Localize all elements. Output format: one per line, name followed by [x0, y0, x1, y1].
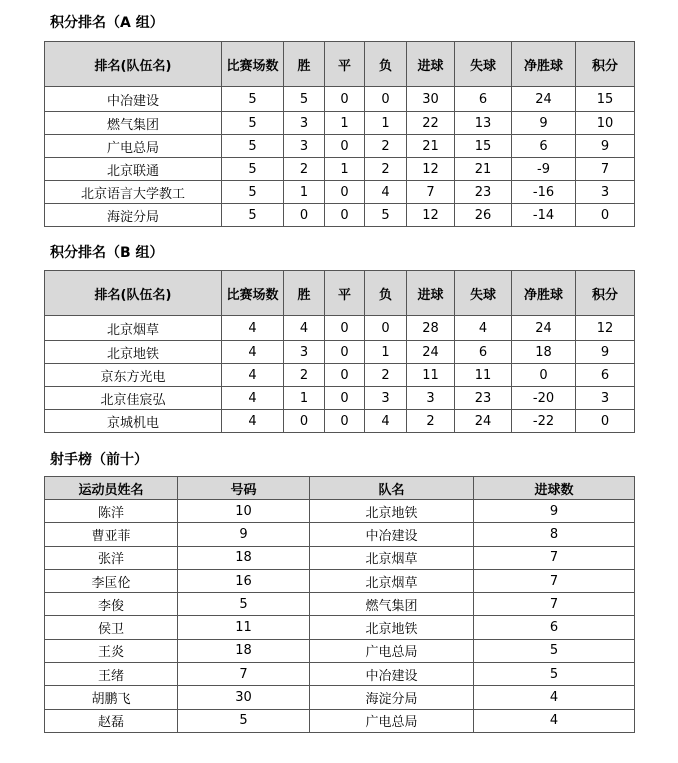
player-name-cell: 赵磊	[45, 709, 178, 732]
header-cell: 胜	[284, 271, 325, 316]
team-name-cell: 北京烟草	[45, 316, 222, 341]
table-cell: 4	[222, 387, 284, 410]
table-cell: 16	[178, 569, 310, 592]
table-cell: 燃气集团	[310, 593, 474, 616]
table-cell: 24	[512, 87, 576, 112]
table-cell: 22	[407, 112, 455, 135]
header-cell: 平	[325, 271, 365, 316]
table-cell: 12	[407, 158, 455, 181]
table-cell: 10	[576, 112, 635, 135]
player-name-cell: 李匡伦	[45, 569, 178, 592]
table-cell: -14	[512, 204, 576, 227]
table-cell: 0	[576, 204, 635, 227]
table-cell: 3	[365, 387, 407, 410]
table-cell: 7	[407, 181, 455, 204]
header-cell: 失球	[455, 42, 512, 87]
table-cell: 7	[474, 593, 635, 616]
table-cell: 7	[474, 546, 635, 569]
table-cell: 3	[576, 387, 635, 410]
table-cell: 4	[365, 181, 407, 204]
table-cell: 7	[178, 663, 310, 686]
header-cell: 队名	[310, 477, 474, 500]
team-name-cell: 京城机电	[45, 410, 222, 433]
team-name-cell: 中冶建设	[45, 87, 222, 112]
table-cell: 3	[284, 341, 325, 364]
player-name-cell: 陈洋	[45, 500, 178, 523]
table-cell: 1	[365, 341, 407, 364]
table-cell: 23	[455, 181, 512, 204]
table-cell: 24	[455, 410, 512, 433]
table-cell: 0	[512, 364, 576, 387]
table-cell: 中冶建设	[310, 523, 474, 546]
header-cell: 比赛场数	[222, 271, 284, 316]
table-cell: 9	[178, 523, 310, 546]
player-name-cell: 曹亚菲	[45, 523, 178, 546]
player-name-cell: 王绪	[45, 663, 178, 686]
table-row	[45, 112, 635, 135]
header-cell: 进球	[407, 271, 455, 316]
table-cell: 4	[474, 709, 635, 732]
table-row	[45, 316, 635, 341]
team-name-cell: 燃气集团	[45, 112, 222, 135]
table-cell: 12	[407, 204, 455, 227]
team-name-cell: 京东方光电	[45, 364, 222, 387]
header-cell: 排名(队伍名)	[45, 271, 222, 316]
table-row	[45, 181, 635, 204]
team-name-cell: 北京语言大学教工	[45, 181, 222, 204]
table-cell: 4	[474, 686, 635, 709]
team-name-cell: 北京联通	[45, 158, 222, 181]
table-cell: 5	[222, 135, 284, 158]
table-cell: 0	[325, 135, 365, 158]
table-cell: 1	[325, 112, 365, 135]
table-cell: 11	[407, 364, 455, 387]
table-cell: 0	[576, 410, 635, 433]
table-row	[45, 546, 635, 569]
header-cell: 负	[365, 271, 407, 316]
table-cell: 5	[222, 112, 284, 135]
table-cell: 2	[365, 158, 407, 181]
table-cell: 24	[407, 341, 455, 364]
table-row	[45, 639, 635, 662]
table-cell: 21	[407, 135, 455, 158]
table-cell: 0	[284, 204, 325, 227]
table-cell: 4	[222, 341, 284, 364]
table-cell: 5	[474, 639, 635, 662]
header-cell: 比赛场数	[222, 42, 284, 87]
team-name-cell: 北京地铁	[45, 341, 222, 364]
table-cell: 6	[512, 135, 576, 158]
table-cell: 6	[474, 616, 635, 639]
header-cell: 号码	[178, 477, 310, 500]
table-cell: 8	[474, 523, 635, 546]
table-cell: 0	[325, 364, 365, 387]
table-cell: 5	[284, 87, 325, 112]
table-cell: -16	[512, 181, 576, 204]
table-cell: 3	[284, 135, 325, 158]
table-header-row	[45, 477, 635, 500]
header-cell: 净胜球	[512, 42, 576, 87]
table-cell: 北京地铁	[310, 500, 474, 523]
table-cell: 18	[512, 341, 576, 364]
table-cell: 4	[222, 364, 284, 387]
table-cell: -9	[512, 158, 576, 181]
header-cell: 运动员姓名	[45, 477, 178, 500]
table-header-row	[45, 42, 635, 87]
table-cell: 2	[284, 364, 325, 387]
player-name-cell: 王炎	[45, 639, 178, 662]
table-cell: 0	[325, 181, 365, 204]
table-cell: 4	[365, 410, 407, 433]
table-row	[45, 593, 635, 616]
table-cell: 2	[365, 364, 407, 387]
scorers-title: 射手榜（前十）	[50, 452, 148, 468]
table-cell: 5	[222, 87, 284, 112]
table-cell: 北京地铁	[310, 616, 474, 639]
table-cell: 18	[178, 639, 310, 662]
table-row	[45, 341, 635, 364]
table-cell: 3	[407, 387, 455, 410]
table-cell: 4	[222, 410, 284, 433]
header-cell: 负	[365, 42, 407, 87]
table-row	[45, 616, 635, 639]
table-cell: 9	[512, 112, 576, 135]
table-cell: 24	[512, 316, 576, 341]
table-cell: 7	[576, 158, 635, 181]
group-b-standings-table	[44, 270, 635, 433]
table-cell: 11	[455, 364, 512, 387]
player-name-cell: 李俊	[45, 593, 178, 616]
table-cell: 6	[455, 87, 512, 112]
table-cell: 21	[455, 158, 512, 181]
table-row	[45, 500, 635, 523]
table-cell: 0	[284, 410, 325, 433]
table-row	[45, 158, 635, 181]
table-row	[45, 410, 635, 433]
table-row	[45, 686, 635, 709]
table-cell: 1	[325, 158, 365, 181]
header-cell: 失球	[455, 271, 512, 316]
player-name-cell: 胡鹏飞	[45, 686, 178, 709]
header-cell: 积分	[576, 42, 635, 87]
table-cell: 0	[325, 316, 365, 341]
table-cell: 北京烟草	[310, 569, 474, 592]
table-cell: 7	[474, 569, 635, 592]
header-cell: 胜	[284, 42, 325, 87]
table-cell: 4	[222, 316, 284, 341]
group-a-standings-table	[44, 41, 635, 227]
table-cell: 2	[284, 158, 325, 181]
table-cell: 0	[365, 316, 407, 341]
table-cell: 广电总局	[310, 709, 474, 732]
table-cell: 0	[325, 87, 365, 112]
group-a-title: 积分排名（A 组）	[50, 15, 164, 31]
team-name-cell: 北京佳宸弘	[45, 387, 222, 410]
table-cell: 15	[455, 135, 512, 158]
header-cell: 净胜球	[512, 271, 576, 316]
table-cell: 5	[222, 204, 284, 227]
table-cell: 5	[222, 158, 284, 181]
table-cell: 12	[576, 316, 635, 341]
table-cell: 4	[284, 316, 325, 341]
group-b-title: 积分排名（B 组）	[50, 245, 164, 261]
table-row	[45, 663, 635, 686]
table-cell: 13	[455, 112, 512, 135]
table-cell: 0	[325, 387, 365, 410]
table-cell: 30	[407, 87, 455, 112]
table-cell: 中冶建设	[310, 663, 474, 686]
table-cell: 0	[325, 341, 365, 364]
table-row	[45, 364, 635, 387]
table-cell: 30	[178, 686, 310, 709]
table-cell: 28	[407, 316, 455, 341]
table-cell: 4	[455, 316, 512, 341]
player-name-cell: 张洋	[45, 546, 178, 569]
table-cell: 6	[576, 364, 635, 387]
table-row	[45, 709, 635, 732]
table-cell: 11	[178, 616, 310, 639]
table-cell: 9	[576, 341, 635, 364]
table-cell: 5	[222, 181, 284, 204]
table-cell: 北京烟草	[310, 546, 474, 569]
table-cell: -20	[512, 387, 576, 410]
table-cell: 0	[325, 410, 365, 433]
table-cell: 1	[284, 181, 325, 204]
header-cell: 排名(队伍名)	[45, 42, 222, 87]
table-header-row	[45, 271, 635, 316]
header-cell: 进球数	[474, 477, 635, 500]
top-scorers-table	[44, 476, 635, 733]
table-cell: 海淀分局	[310, 686, 474, 709]
table-cell: 5	[365, 204, 407, 227]
table-cell: 9	[576, 135, 635, 158]
header-cell: 积分	[576, 271, 635, 316]
team-name-cell: 广电总局	[45, 135, 222, 158]
table-cell: 5	[178, 709, 310, 732]
table-cell: 3	[576, 181, 635, 204]
table-cell: 广电总局	[310, 639, 474, 662]
table-cell: 5	[178, 593, 310, 616]
table-cell: 1	[284, 387, 325, 410]
table-cell: 1	[365, 112, 407, 135]
table-cell: 0	[325, 204, 365, 227]
team-name-cell: 海淀分局	[45, 204, 222, 227]
table-cell: 2	[365, 135, 407, 158]
table-cell: 10	[178, 500, 310, 523]
header-cell: 进球	[407, 42, 455, 87]
table-cell: 6	[455, 341, 512, 364]
table-row	[45, 135, 635, 158]
table-row	[45, 387, 635, 410]
table-cell: 23	[455, 387, 512, 410]
player-name-cell: 侯卫	[45, 616, 178, 639]
table-row	[45, 87, 635, 112]
table-cell: 2	[407, 410, 455, 433]
table-row	[45, 204, 635, 227]
table-cell: 15	[576, 87, 635, 112]
table-cell: 0	[365, 87, 407, 112]
table-cell: 18	[178, 546, 310, 569]
table-cell: -22	[512, 410, 576, 433]
header-cell: 平	[325, 42, 365, 87]
table-row	[45, 523, 635, 546]
table-cell: 3	[284, 112, 325, 135]
table-cell: 5	[474, 663, 635, 686]
table-row	[45, 569, 635, 592]
table-cell: 26	[455, 204, 512, 227]
table-cell: 9	[474, 500, 635, 523]
